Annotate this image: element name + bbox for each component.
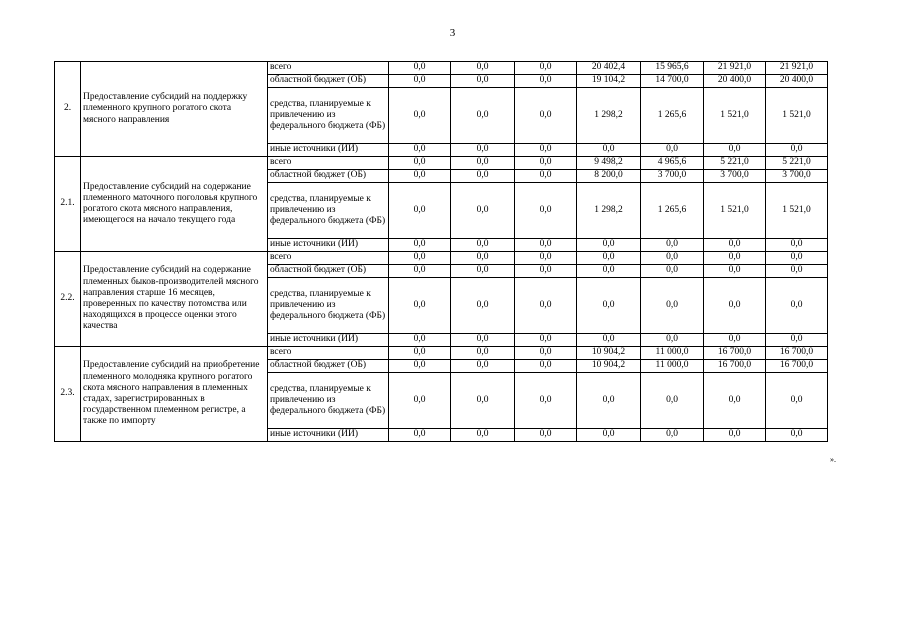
- amount-cell: 3 700,0: [704, 170, 766, 183]
- amount-cell: 1 265,6: [641, 88, 704, 144]
- funding-source: средства, планируемые к привлечению из федерального бюджета (ФБ): [268, 278, 389, 334]
- amount-cell: 21 921,0: [704, 62, 766, 75]
- funding-source: всего: [268, 157, 389, 170]
- amount-cell: 0,0: [389, 183, 451, 239]
- amount-cell: 0,0: [766, 144, 828, 157]
- funding-source: иные источники (ИИ): [268, 429, 389, 442]
- amount-cell: 0,0: [641, 144, 704, 157]
- amount-cell: 0,0: [451, 88, 515, 144]
- funding-source: всего: [268, 62, 389, 75]
- amount-cell: 0,0: [389, 62, 451, 75]
- measure-name: Предоставление субсидий на приобретение племенного молодняка крупного рогатого скота мясного направления в племенных стадах, зарегистрированных в государственном племенном регистре, а также по импорту: [81, 347, 268, 442]
- amount-cell: 0,0: [704, 239, 766, 252]
- amount-cell: 3 700,0: [641, 170, 704, 183]
- amount-cell: 0,0: [515, 239, 577, 252]
- amount-cell: 0,0: [389, 373, 451, 429]
- amount-cell: 0,0: [766, 265, 828, 278]
- amount-cell: 20 400,0: [766, 75, 828, 88]
- amount-cell: 0,0: [704, 252, 766, 265]
- amount-cell: 0,0: [704, 429, 766, 442]
- table-body: [55, 62, 828, 442]
- amount-cell: 0,0: [451, 144, 515, 157]
- row-number: 2.2.: [55, 252, 81, 347]
- funding-source: областной бюджет (ОБ): [268, 265, 389, 278]
- amount-cell: 0,0: [389, 265, 451, 278]
- amount-cell: 9 498,2: [577, 157, 641, 170]
- amount-cell: 1 521,0: [704, 183, 766, 239]
- amount-cell: 0,0: [389, 347, 451, 360]
- amount-cell: 0,0: [389, 334, 451, 347]
- amount-cell: 0,0: [451, 265, 515, 278]
- amount-cell: 0,0: [389, 75, 451, 88]
- amount-cell: 1 298,2: [577, 88, 641, 144]
- amount-cell: 0,0: [515, 62, 577, 75]
- funding-source: иные источники (ИИ): [268, 144, 389, 157]
- table-row: [55, 157, 828, 170]
- amount-cell: 0,0: [389, 88, 451, 144]
- amount-cell: 0,0: [766, 239, 828, 252]
- amount-cell: 0,0: [577, 252, 641, 265]
- amount-cell: 0,0: [515, 170, 577, 183]
- amount-cell: 0,0: [451, 360, 515, 373]
- amount-cell: 0,0: [766, 373, 828, 429]
- funding-source: всего: [268, 347, 389, 360]
- amount-cell: 0,0: [577, 429, 641, 442]
- amount-cell: 0,0: [641, 373, 704, 429]
- amount-cell: 0,0: [451, 183, 515, 239]
- amount-cell: 4 965,6: [641, 157, 704, 170]
- amount-cell: 0,0: [451, 239, 515, 252]
- amount-cell: 0,0: [515, 334, 577, 347]
- amount-cell: 0,0: [766, 429, 828, 442]
- amount-cell: 0,0: [577, 373, 641, 429]
- table-row: [55, 347, 828, 360]
- measure-name: Предоставление субсидий на поддержку племенного крупного рогатого скота мясного направления: [81, 62, 268, 157]
- amount-cell: 0,0: [515, 183, 577, 239]
- amount-cell: 0,0: [389, 429, 451, 442]
- amount-cell: 11 000,0: [641, 360, 704, 373]
- amount-cell: 3 700,0: [766, 170, 828, 183]
- measure-name: Предоставление субсидий на содержание племенного маточного поголовья крупного рогатого скота мясного направления, имеющегося на начало текущего года: [81, 157, 268, 252]
- amount-cell: 0,0: [515, 429, 577, 442]
- amount-cell: 0,0: [515, 265, 577, 278]
- trailing-mark: ».: [830, 455, 836, 464]
- table-row: [55, 62, 828, 75]
- amount-cell: 0,0: [641, 278, 704, 334]
- amount-cell: 0,0: [451, 373, 515, 429]
- amount-cell: 0,0: [389, 360, 451, 373]
- amount-cell: 19 104,2: [577, 75, 641, 88]
- amount-cell: 0,0: [641, 239, 704, 252]
- amount-cell: 0,0: [389, 252, 451, 265]
- amount-cell: 0,0: [515, 347, 577, 360]
- amount-cell: 20 402,4: [577, 62, 641, 75]
- funding-source: средства, планируемые к привлечению из федерального бюджета (ФБ): [268, 88, 389, 144]
- amount-cell: 0,0: [577, 239, 641, 252]
- amount-cell: 0,0: [515, 360, 577, 373]
- amount-cell: 16 700,0: [704, 347, 766, 360]
- amount-cell: 20 400,0: [704, 75, 766, 88]
- amount-cell: 0,0: [704, 265, 766, 278]
- amount-cell: 0,0: [515, 157, 577, 170]
- amount-cell: 0,0: [451, 252, 515, 265]
- amount-cell: 0,0: [515, 88, 577, 144]
- amount-cell: 0,0: [389, 239, 451, 252]
- amount-cell: 0,0: [766, 252, 828, 265]
- amount-cell: 0,0: [577, 278, 641, 334]
- amount-cell: 16 700,0: [704, 360, 766, 373]
- amount-cell: 0,0: [451, 157, 515, 170]
- amount-cell: 1 521,0: [704, 88, 766, 144]
- amount-cell: 1 298,2: [577, 183, 641, 239]
- amount-cell: 0,0: [577, 265, 641, 278]
- amount-cell: 0,0: [577, 144, 641, 157]
- amount-cell: 0,0: [515, 144, 577, 157]
- amount-cell: 0,0: [451, 75, 515, 88]
- amount-cell: 1 521,0: [766, 183, 828, 239]
- amount-cell: 0,0: [704, 144, 766, 157]
- amount-cell: 0,0: [389, 170, 451, 183]
- amount-cell: 0,0: [451, 278, 515, 334]
- budget-table: [54, 61, 828, 442]
- amount-cell: 5 221,0: [766, 157, 828, 170]
- amount-cell: 0,0: [515, 373, 577, 429]
- amount-cell: 16 700,0: [766, 360, 828, 373]
- amount-cell: 11 000,0: [641, 347, 704, 360]
- table-row: [55, 252, 828, 265]
- amount-cell: 0,0: [704, 334, 766, 347]
- amount-cell: 1 265,6: [641, 183, 704, 239]
- amount-cell: 5 221,0: [704, 157, 766, 170]
- funding-source: иные источники (ИИ): [268, 239, 389, 252]
- amount-cell: 10 904,2: [577, 347, 641, 360]
- amount-cell: 14 700,0: [641, 75, 704, 88]
- amount-cell: 0,0: [641, 252, 704, 265]
- amount-cell: 15 965,6: [641, 62, 704, 75]
- funding-source: иные источники (ИИ): [268, 334, 389, 347]
- funding-source: областной бюджет (ОБ): [268, 75, 389, 88]
- page-number: 3: [449, 27, 456, 39]
- amount-cell: 0,0: [704, 278, 766, 334]
- amount-cell: 0,0: [704, 373, 766, 429]
- funding-source: всего: [268, 252, 389, 265]
- funding-source: областной бюджет (ОБ): [268, 360, 389, 373]
- amount-cell: 0,0: [451, 62, 515, 75]
- amount-cell: 21 921,0: [766, 62, 828, 75]
- amount-cell: 0,0: [515, 75, 577, 88]
- amount-cell: 0,0: [389, 157, 451, 170]
- funding-source: средства, планируемые к привлечению из федерального бюджета (ФБ): [268, 373, 389, 429]
- amount-cell: 1 521,0: [766, 88, 828, 144]
- amount-cell: 10 904,2: [577, 360, 641, 373]
- amount-cell: 0,0: [451, 334, 515, 347]
- funding-source: областной бюджет (ОБ): [268, 170, 389, 183]
- amount-cell: 0,0: [577, 334, 641, 347]
- amount-cell: 0,0: [641, 265, 704, 278]
- measure-name: Предоставление субсидий на содержание племенных быков-производителей мясного направления старше 16 месяцев, проверенных по качеству потомства или находящихся в процессе оценки этого качества: [81, 252, 268, 347]
- amount-cell: 0,0: [515, 278, 577, 334]
- amount-cell: 0,0: [766, 334, 828, 347]
- amount-cell: 0,0: [451, 170, 515, 183]
- amount-cell: 0,0: [389, 278, 451, 334]
- amount-cell: 0,0: [641, 429, 704, 442]
- amount-cell: 0,0: [515, 252, 577, 265]
- amount-cell: 0,0: [641, 334, 704, 347]
- amount-cell: 8 200,0: [577, 170, 641, 183]
- row-number: 2.1.: [55, 157, 81, 252]
- funding-source: средства, планируемые к привлечению из федерального бюджета (ФБ): [268, 183, 389, 239]
- amount-cell: 0,0: [451, 347, 515, 360]
- amount-cell: 0,0: [766, 278, 828, 334]
- amount-cell: 16 700,0: [766, 347, 828, 360]
- row-number: 2.: [55, 62, 81, 157]
- row-number: 2.3.: [55, 347, 81, 442]
- amount-cell: 0,0: [389, 144, 451, 157]
- amount-cell: 0,0: [451, 429, 515, 442]
